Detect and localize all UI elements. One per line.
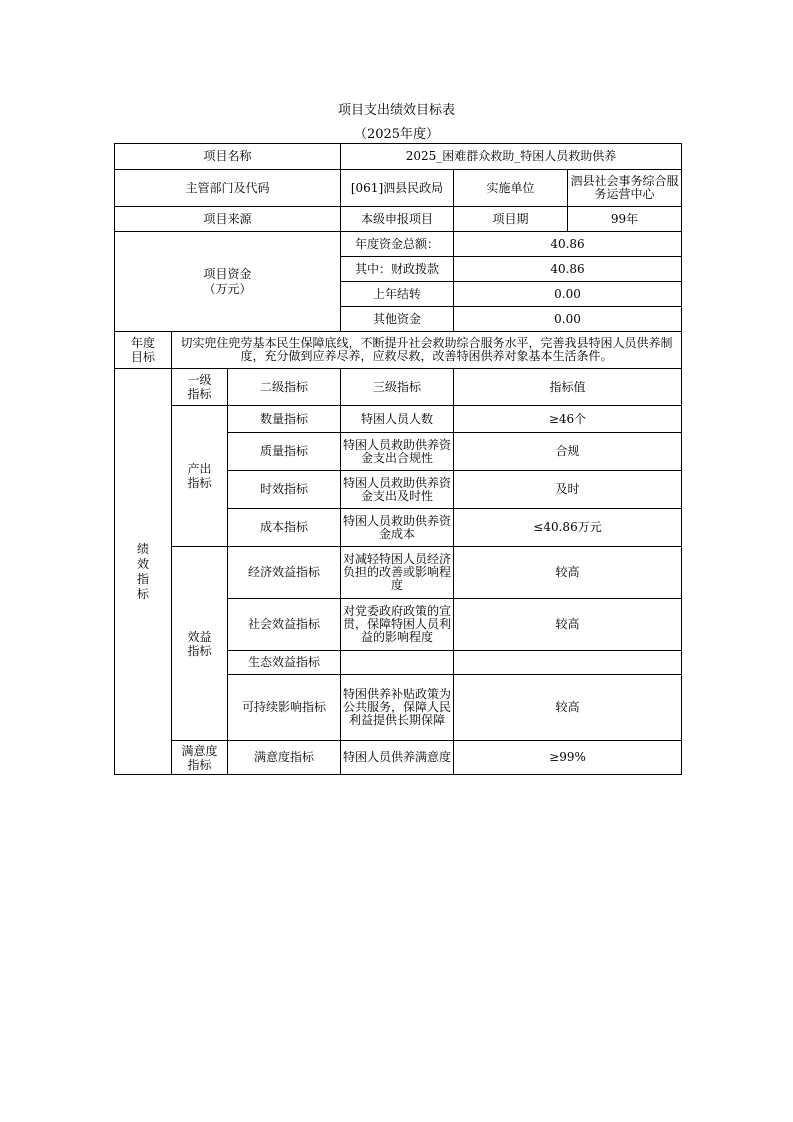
level3-cell: 特困人员救助供养资金支出合规性 bbox=[341, 433, 454, 471]
funds-label-text: 项目资金（万元） bbox=[203, 266, 252, 296]
benefit-indicators-label bbox=[172, 547, 228, 741]
annual-goal-label-text: 年度目标 bbox=[130, 336, 155, 364]
value-cell: ≥46个 bbox=[454, 406, 682, 433]
level3-cell: 对党委政府政策的宣贯，保障特困人员利益的影响程度 bbox=[341, 599, 454, 651]
funds-row bbox=[115, 232, 682, 257]
output-indicators-label bbox=[172, 406, 228, 547]
satisfaction-indicators-text: 满意度指标 bbox=[181, 743, 218, 772]
fund-item-value: 40.86 bbox=[454, 257, 682, 282]
indicator-row bbox=[115, 741, 682, 775]
source-row bbox=[115, 207, 682, 232]
level2-cell: 生态效益指标 bbox=[228, 651, 341, 675]
output-indicators-text: 产出指标 bbox=[187, 462, 212, 490]
value-cell bbox=[454, 651, 682, 675]
header-level3: 三级指标 bbox=[341, 369, 454, 406]
value-cell: 较高 bbox=[454, 599, 682, 651]
fund-item-label: 年度资金总额： bbox=[341, 232, 454, 257]
fund-item-label: 其他资金 bbox=[341, 307, 454, 332]
value-cell: 及时 bbox=[454, 471, 682, 509]
annual-goal-row bbox=[115, 332, 682, 369]
level3-cell: 特困供养补贴政策为公共服务，保障人民利益提供长期保障 bbox=[341, 675, 454, 741]
page-title: 项目支出绩效目标表 bbox=[337, 103, 455, 118]
benefit-indicators-text: 效益指标 bbox=[187, 629, 212, 658]
fund-item-value: 40.86 bbox=[454, 232, 682, 257]
satisfaction-indicators-label bbox=[172, 741, 228, 775]
level3-cell: 对减轻特困人员经济负担的改善或影响程度 bbox=[341, 547, 454, 599]
annual-goal-label bbox=[115, 332, 172, 369]
department-value: [061]泗县民政局 bbox=[341, 170, 454, 207]
indicator-header-row bbox=[115, 369, 682, 406]
fund-item-value: 0.00 bbox=[454, 307, 682, 332]
fund-item-label: 其中：财政拨款 bbox=[341, 257, 454, 282]
header-level1-text: 一级指标 bbox=[187, 373, 212, 401]
value-cell: 较高 bbox=[454, 547, 682, 599]
implementing-unit-label: 实施单位 bbox=[454, 170, 568, 207]
indicator-row bbox=[115, 547, 682, 599]
project-source-label: 项目来源 bbox=[115, 207, 341, 232]
funds-label bbox=[115, 232, 341, 332]
performance-table bbox=[114, 143, 682, 775]
fund-item-value: 0.00 bbox=[454, 282, 682, 307]
level2-cell: 满意度指标 bbox=[228, 741, 341, 775]
header-level1 bbox=[172, 369, 228, 406]
header-value: 指标值 bbox=[454, 369, 682, 406]
level2-cell: 可持续影响指标 bbox=[228, 675, 341, 741]
fund-item-label: 上年结转 bbox=[341, 282, 454, 307]
performance-indicators-label bbox=[115, 369, 172, 775]
level2-cell: 数量指标 bbox=[228, 406, 341, 433]
level2-cell: 时效指标 bbox=[228, 471, 341, 509]
level2-cell: 社会效益指标 bbox=[228, 599, 341, 651]
annual-goal-text: 切实兜住兜劳基本民生保障底线，不断提升社会救助综合服务水平，完善我县特困人员供养制度，充分做到应养尽养，应救尽救，改善特困供养对象基本生活条件。 bbox=[172, 332, 682, 369]
header-level2: 二级指标 bbox=[228, 369, 341, 406]
page-subtitle: （2025年度） bbox=[353, 127, 440, 142]
level2-cell: 经济效益指标 bbox=[228, 547, 341, 599]
project-name-label: 项目名称 bbox=[115, 144, 341, 170]
level3-cell: 特困人员人数 bbox=[341, 406, 454, 433]
value-cell: ≤40.86万元 bbox=[454, 509, 682, 547]
level3-cell bbox=[341, 651, 454, 675]
department-row bbox=[115, 170, 682, 207]
project-period-value: 99年 bbox=[568, 207, 682, 232]
level2-cell: 成本指标 bbox=[228, 509, 341, 547]
level3-cell: 特困人员救助供养资金支出及时性 bbox=[341, 471, 454, 509]
value-cell: 较高 bbox=[454, 675, 682, 741]
level2-cell: 质量指标 bbox=[228, 433, 341, 471]
level3-cell: 特困人员救助供养资金成本 bbox=[341, 509, 454, 547]
performance-indicators-text: 绩效指标 bbox=[136, 541, 149, 601]
project-name-row bbox=[115, 144, 682, 170]
project-period-label: 项目期 bbox=[454, 207, 568, 232]
value-cell: ≥99% bbox=[454, 741, 682, 775]
implementing-unit-value: 泗县社会事务综合服务运营中心 bbox=[568, 170, 682, 207]
value-cell: 合规 bbox=[454, 433, 682, 471]
indicator-row bbox=[115, 406, 682, 433]
project-source-value: 本级申报项目 bbox=[341, 207, 454, 232]
level3-cell: 特困人员供养满意度 bbox=[341, 741, 454, 775]
department-label: 主管部门及代码 bbox=[115, 170, 341, 207]
project-name-value: 2025_困难群众救助_特困人员救助供养 bbox=[341, 144, 682, 170]
